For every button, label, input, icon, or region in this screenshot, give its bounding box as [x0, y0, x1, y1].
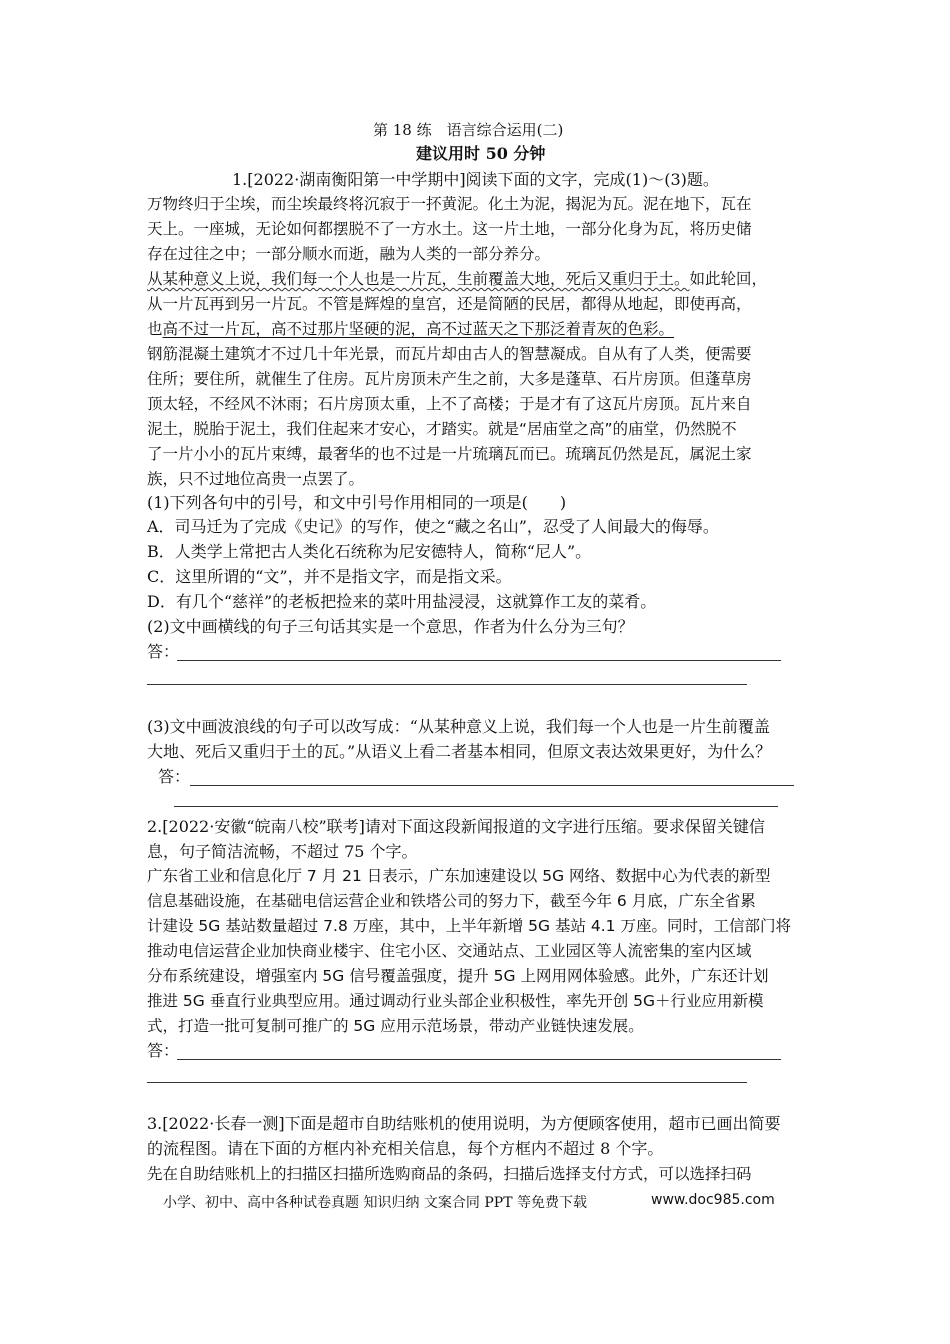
page-subtitle: 建议用时 50 分钟 [416, 144, 546, 163]
option-c: C．这里所谓的“文”，并不是指文字，而是指文采。 [147, 567, 512, 586]
q1-sub1-stem: (1)下列各句中的引号，和文中引号作用相同的一项是( ) [147, 493, 567, 512]
q2-passage-line: 广东省工业和信息化厅 7 月 21 日表示，广东加速建设以 5G 网络、数据中心为代表的新型 [147, 867, 771, 885]
q1-passage-line: 泥土，脱胎于泥土，我们住起来才安心，才踏实。就是“居庙堂之高”的庙堂，仍然脱不 [147, 420, 737, 438]
q2-passage-line: 推进 5G 垂直行业典型应用。通过调动行业头部企业积极性，率先开创 5G＋行业应用新模 [147, 992, 764, 1010]
q3-intro: 3.[2022·长春一测]下面是超市自助结账机的使用说明，为方便顾客使用，超市已画出简要 [147, 1114, 781, 1133]
q3-intro: 的流程图。请在下面的方框内补充相关信息，每个方框内不超过 8 个字。 [147, 1139, 664, 1158]
q2-passage-line: 分布系统建设，增强室内 5G 信号覆盖强度，提升 5G 上网用网体验感。此外，广东还计划 [147, 967, 769, 985]
q1-passage-line: 天上。一座城，无论如何都摆脱不了一方水土。这一片土地，一部分化身为瓦，将历史储 [147, 220, 752, 238]
q1-passage-line: 万物终归于尘埃，而尘埃最终将沉寂于一抔黄泥。化土为泥，揭泥为瓦。泥在地下，瓦在 [147, 195, 752, 213]
q1-passage-line [147, 319, 674, 339]
page-title: 第 18 练 语言综合运用(二) [373, 121, 564, 139]
answer-blank-line[interactable] [174, 806, 778, 807]
answer-blank-line[interactable] [147, 1082, 747, 1083]
q2-intro: 2.[2022·安徽“皖南八校”联考]请对下面这段新闻报道的文字进行压缩。要求保留关键信 [147, 817, 765, 836]
footer-url[interactable]: www.doc985.com [651, 1192, 775, 1208]
option-d: D．有几个“慈祥”的老板把捡来的菜叶用盐浸浸，这就算作工友的菜肴。 [147, 592, 657, 611]
q3-passage-line: 先在自助结账机上的扫描区扫描所选购商品的条码，扫描后选择支付方式，可以选择扫码 [147, 1165, 752, 1183]
q1-sub3-stem: (3)文中画波浪线的句子可以改写成：“从某种意义上说，我们每一个人也是一片生前覆盖 [147, 717, 770, 736]
answer-label: 答： [147, 642, 180, 661]
passage-text: 也 [147, 320, 163, 338]
q2-intro: 息，句子简洁流畅，不超过 75 个字。 [147, 842, 418, 861]
answer-label: 答： [158, 767, 191, 786]
q1-passage-line: 钢筋混凝土建筑才不过几十年光景，而瓦片却由古人的智慧凝成。自从有了人类，便需要 [147, 345, 752, 363]
answer-blank-line[interactable] [147, 684, 747, 685]
passage-text: 如此轮回， [689, 270, 768, 288]
q1-passage-line: 族，只不过地位高贵一点罢了。 [147, 470, 365, 488]
answer-label: 答： [147, 1041, 180, 1060]
footer-text: 小学、初中、高中各种试卷真题 知识归纳 文案合同 PPT 等免费下载 [163, 1195, 587, 1211]
answer-blank-line[interactable] [177, 660, 781, 661]
q2-passage-line: 推动电信运营企业加快商业楼宇、住宅小区、交通站点、工业园区等人流密集的室内区域 [147, 942, 752, 960]
q1-passage-line: 从一片瓦再到另一片瓦。不管是辉煌的皇宫，还是简陋的民居，都得从地起，即使再高， [147, 295, 752, 313]
underlined-sentence: 高不过一片瓦，高不过那片坚硬的泥，高不过蓝天之下那泛着青灰的色彩。 [162, 320, 675, 338]
q1-intro: 1.[2022·湖南衡阳第一中学期中]阅读下面的文字，完成(1)～(3)题。 [232, 170, 719, 189]
q1-sub2-stem: (2)文中画横线的句子三句话其实是一个意思，作者为什么分为三句？ [147, 617, 634, 636]
q2-passage-line: 计建设 5G 基站数量超过 7.8 万座，其中，上半年新增 5G 基站 4.1 万座。同时，工信部门将 [147, 917, 791, 935]
q1-passage-line: 顶太轻，不经风不沐雨；石片房顶太重，上不了高楼；于是才有了这瓦片房顶。瓦片来自 [147, 395, 752, 413]
q2-passage-line: 信息基础设施，在基础电信运营企业和铁塔公司的努力下，截至今年 6 月底，广东全省累 [147, 892, 756, 910]
answer-blank-line[interactable] [177, 1059, 781, 1060]
option-a: A．司马迁为了完成《史记》的写作，使之“藏之名山”，忍受了人间最大的侮辱。 [147, 517, 719, 536]
q1-passage-line: 了一片小小的瓦片束缚，最奢华的也不过是一片琉璃瓦而已。琉璃瓦仍然是瓦，属泥土家 [147, 445, 752, 463]
q1-sub3-stem: 大地、死后又重归于土的瓦。”从语义上看二者基本相同，但原文表达效果更好，为什么？ [147, 742, 772, 761]
wavy-underlined-sentence: 从某种意义上说，我们每一个人也是一片瓦，生前覆盖大地，死后又重归于土。 [147, 270, 690, 288]
q1-passage-line: 存在过往之中；一部分顺水而逝，融为人类的一部分养分。 [147, 245, 551, 263]
q1-passage-line: 住所；要住所，就催生了住房。瓦片房顶未产生之前，大多是蓬草、石片房顶。但蓬草房 [147, 370, 752, 388]
q2-passage-line: 式，打造一批可复制可推广的 5G 应用示范场景，带动产业链快速发展。 [147, 1017, 644, 1035]
option-b: B．人类学上常把古人类化石统称为尼安德特人，简称“尼人”。 [147, 542, 592, 561]
answer-blank-line[interactable] [190, 785, 794, 786]
q1-passage-line [147, 269, 767, 289]
